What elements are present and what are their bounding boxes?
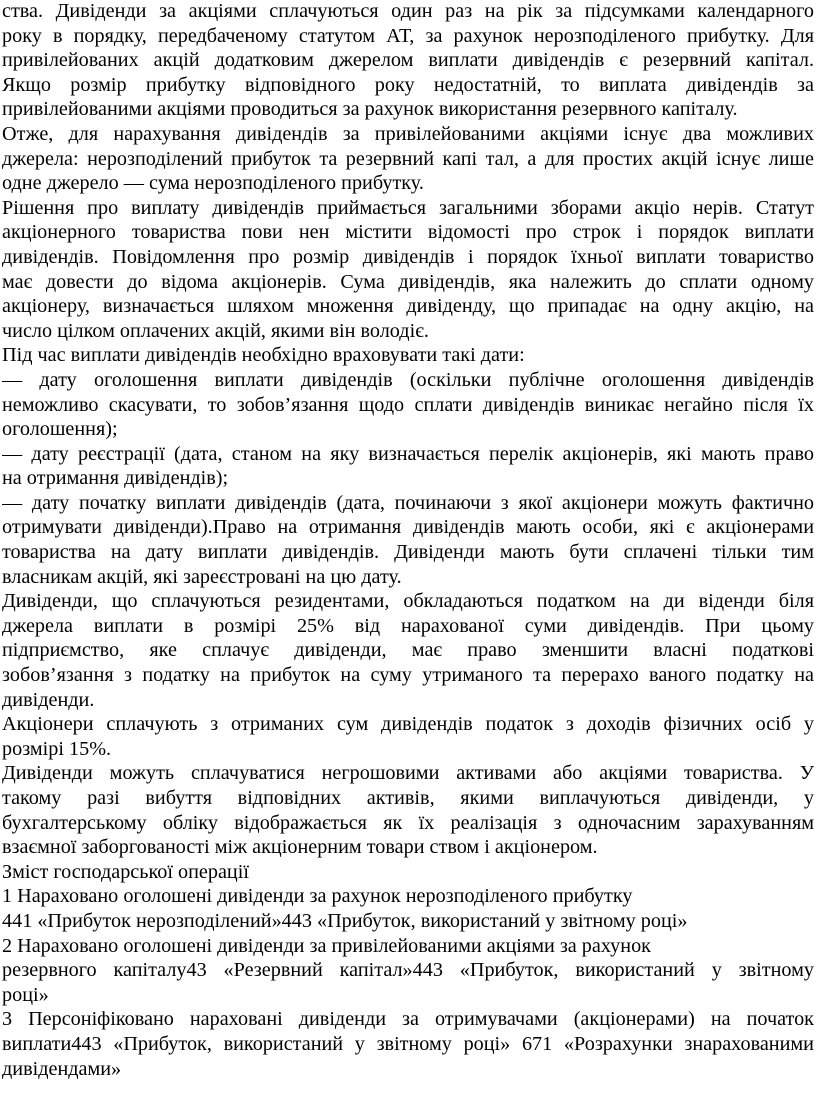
text-line: розмірі 15%. xyxy=(2,737,112,760)
text-line: привілейованими акціями проводиться за рахунок використання резервного капіталу. xyxy=(2,98,738,121)
text-line: товариства на дату виплати дивідендів. Дивіденди мають бути сплачені тільки тим xyxy=(2,541,814,564)
text-line: дивідендів. Повідомлення про розмір дивідендів і порядок їхньої виплати товариство xyxy=(2,245,814,268)
text-line: — дату реєстрації (дата, станом на яку визначається перелік акціонерів, які мають право xyxy=(2,442,814,465)
text-line: 2 Нараховано оголошені дивіденди за привілейованими акціями за рахунок xyxy=(2,934,651,957)
text-line: Отже, для нарахування дивідендів за привілейованими акціями існує два можливих xyxy=(2,122,814,145)
text-line: виплати443 «Прибуток, використаний у звітному році» 671 «Розрахунки знарахованими xyxy=(2,1032,814,1055)
text-line: такому разі вибуття відповідних активів, якими виплачуються дивіденди, у xyxy=(2,787,814,809)
text-line: Якщо розмір прибутку відповідного року недостатній, то виплата дивідендів за xyxy=(2,73,814,96)
text-line: на отримання дивідендів); xyxy=(2,467,229,490)
text-line: році» xyxy=(2,983,49,1006)
text-line: резервного капіталу43 «Резервний капітал»443 «Прибуток, використаний у звітному xyxy=(2,959,814,982)
text-line: бухгалтерському обліку відображається як їх реалізація з одночасним зарахуванням xyxy=(2,811,814,834)
text-line: взаємної заборгованості між акціонерним товари ством і акціонером. xyxy=(2,836,598,859)
text-line: підприємство, яке сплачує дивіденди, має право зменшити власні податкові xyxy=(2,639,814,662)
text-line: отримувати дивіденди).Право на отримання дивідендів мають особи, які є акціонерами xyxy=(2,516,814,539)
text-line: має довести до відома акціонерів. Сума дивідендів, яка належить до сплати одному xyxy=(2,270,814,293)
text-line: дивідендами» xyxy=(2,1057,122,1080)
text-line: Зміст господарської операції xyxy=(2,860,249,883)
text-line: акціонеру, визначається шляхом множення дивіденду, що припадає на одну акцію, на xyxy=(2,295,814,318)
text-line: Акціонери сплачують з отриманих сум дивідендів податок з доходів фізичних осіб у xyxy=(2,713,814,736)
text-line: — дату оголошення виплати дивідендів (оскільки публічне оголошення дивідендів xyxy=(2,368,814,391)
text-line: Дивіденди, що сплачуються резидентами, обкладаються податком на ди віденди біля xyxy=(2,590,814,613)
text-line: джерела виплати в розмірі 25% від нарахованої суми дивідендів. При цьому xyxy=(2,614,814,637)
text-line: акціонерного товариства пови нен містити відомості про строк і порядок виплати xyxy=(2,221,814,244)
text-line: власникам акцій, які зареєстровані на цю дату. xyxy=(2,565,402,588)
text-line: 1 Нараховано оголошені дивіденди за рахунок нерозподіленого прибутку xyxy=(2,885,633,908)
text-line: 441 «Прибуток нерозподілений»443 «Прибуток, використаний у звітному році» xyxy=(2,909,688,932)
text-line: року в порядку, передбаченому статутом АТ, за рахунок нерозподіленого прибутку. Для xyxy=(2,24,814,47)
text-line: привілейованих акцій додатковим джерелом виплати дивідендів є резервний капітал. xyxy=(2,49,814,72)
text-line: — дату початку виплати дивідендів (дата, починаючи з якої акціонери можуть фактично xyxy=(2,491,814,514)
text-line: джерела: нерозподілений прибуток та резервний капі тал, а для простих акцій існує лише xyxy=(2,147,814,170)
text-line: зобов’язання з податку на прибуток на суму утриманого та перерахо ваного податку на xyxy=(2,664,814,687)
text-line: оголошення); xyxy=(2,418,118,441)
text-line: 3 Персоніфіковано нараховані дивіденди за отримувачами (акціонерами) на початок xyxy=(2,1008,814,1031)
text-line: Дивіденди можуть сплачуватися негрошовими активами або акціями товариства. У xyxy=(2,762,814,785)
text-line: число цілком оплачених акцій, якими він володіє. xyxy=(2,319,429,342)
text-line: Під час виплати дивідендів необхідно враховувати такі дати: xyxy=(2,344,525,367)
text-line: дивіденди. xyxy=(2,688,95,711)
text-line: неможливо скасувати, то зобов’язання щодо сплати дивідендів виникає негайно після їх xyxy=(2,393,814,416)
text-line: ства. Дивіденди за акціями сплачуються один раз на рік за підсумками календарного xyxy=(2,0,814,22)
text-line: Рішення про виплату дивідендів приймається загальними зборами акціо нерів. Статут xyxy=(2,196,814,219)
text-line: одне джерело — сума нерозподіленого прибутку. xyxy=(2,172,424,195)
